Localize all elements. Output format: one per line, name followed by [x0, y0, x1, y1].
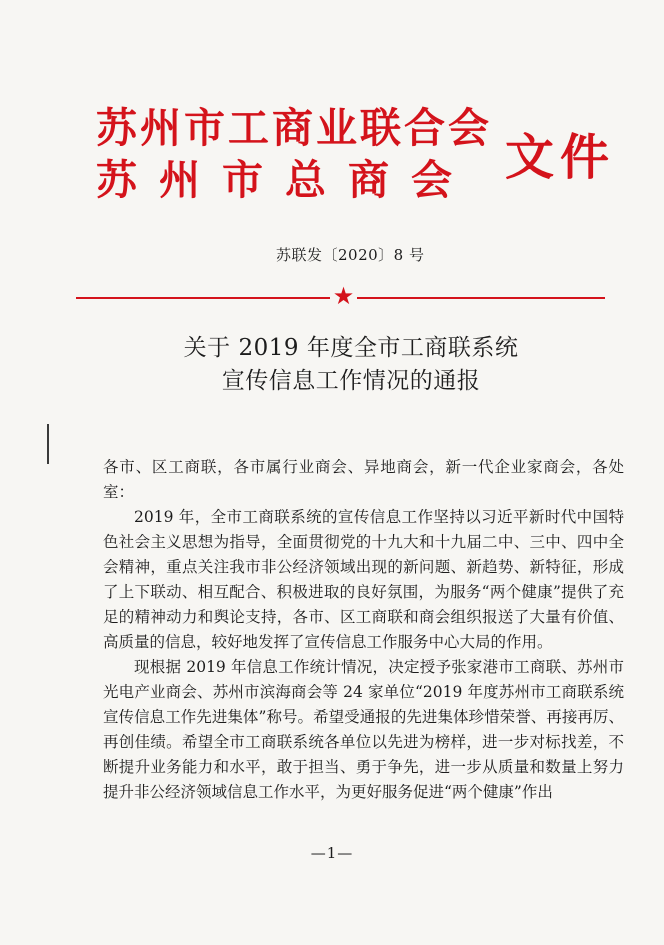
star-icon: ★ — [332, 282, 355, 310]
issuer-name-line2: 苏州市总商会 — [96, 156, 474, 204]
red-rule-left — [76, 297, 330, 299]
margin-mark — [47, 424, 49, 464]
page-number: —1— — [310, 844, 354, 862]
red-rule-right — [357, 297, 605, 299]
document-title-line2: 宣传信息工作情况的通报 — [221, 368, 481, 394]
salutation: 各市、区工商联，各市属行业商会、异地商会，新一代企业家商会，各处室： — [103, 458, 624, 501]
document-number: 苏联发〔2020〕8 号 — [276, 246, 425, 264]
issuer-name-line1: 苏州市工商业联合会 — [96, 104, 492, 152]
document-body — [103, 455, 624, 805]
document-word: 文件 — [505, 128, 616, 186]
paragraph-2: 现根据 2019 年信息工作统计情况，决定授予张家港市工商联、苏州市光电产业商会、苏州市滨海商会等 24 家单位“2019 年度苏州市工商联系统宣传信息工作先进集体”称号。希望受通报的先进集体珍惜荣誉、再接再厉、再创佳绩。希望全市工商联系统各单位以先进为榜样，进一步对标找差，不断提升业务能力和水平，敢于担当、勇于争先，进一步从质量和数量上努力提升非公经济领域信息工作水平，为更好服务促进“两个健康”作出 — [103, 658, 624, 801]
paragraph-1: 2019 年，全市工商联系统的宣传信息工作坚持以习近平新时代中国特色社会主义思想为指导，全面贯彻党的十九大和十九届二中、三中、四中全会精神，重点关注我市非公经济领域出现的新问题、新趋势、新特征，形成了上下联动、相互配合、积极进取的良好氛围，为服务“两个健康”提供了充足的精神动力和舆论支持，各市、区工商联和商会组织报送了大量有价值、高质量的信息，较好地发挥了宣传信息工作服务中心大局的作用。 — [103, 508, 624, 651]
document-title-line1: 关于 2019 年度全市工商联系统 — [183, 335, 519, 361]
